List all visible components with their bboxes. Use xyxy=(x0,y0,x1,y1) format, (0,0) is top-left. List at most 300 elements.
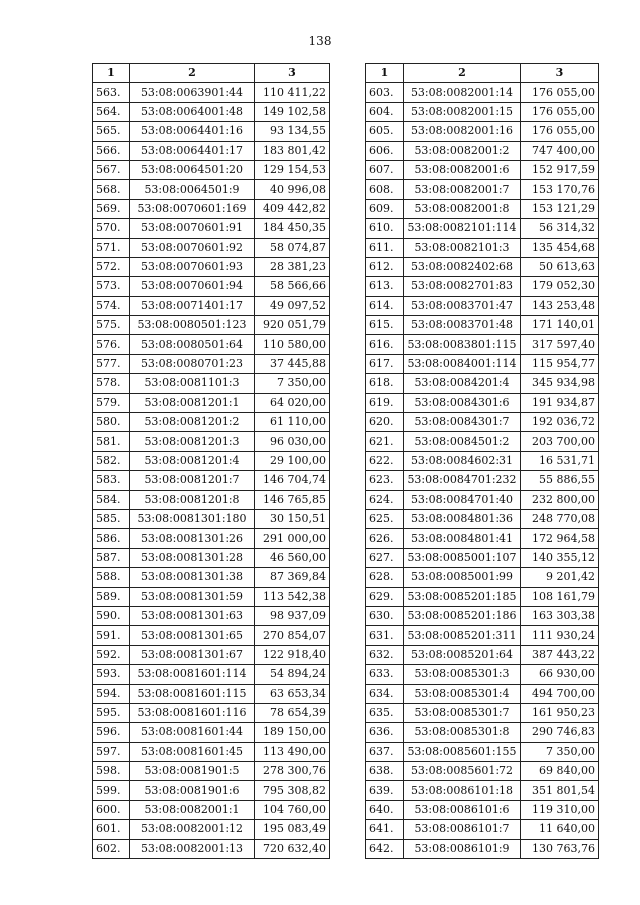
cadastral-number: 53:08:0083701:48 xyxy=(404,316,521,335)
table-row xyxy=(366,548,599,567)
row-number: 611. xyxy=(366,238,404,257)
row-number: 602. xyxy=(93,839,130,858)
cadastral-value: 122 918,40 xyxy=(255,645,330,664)
cadastral-number: 53:08:0064401:16 xyxy=(130,122,255,141)
row-number: 635. xyxy=(366,703,404,722)
table-row xyxy=(366,393,599,412)
cadastral-number: 53:08:0082001:15 xyxy=(404,102,521,121)
table-row xyxy=(366,219,599,238)
cadastral-value: 119 310,00 xyxy=(521,800,599,819)
cadastral-value: 93 134,55 xyxy=(255,122,330,141)
cadastral-value: 203 700,00 xyxy=(521,432,599,451)
table-row xyxy=(366,529,599,548)
row-number: 623. xyxy=(366,471,404,490)
table-row xyxy=(93,160,330,179)
cadastral-value: 184 450,35 xyxy=(255,219,330,238)
cadastral-value: 87 369,84 xyxy=(255,568,330,587)
cadastral-value: 66 930,00 xyxy=(521,665,599,684)
table-row xyxy=(366,587,599,606)
row-number: 595. xyxy=(93,703,130,722)
cadastral-table-right xyxy=(365,63,599,859)
cadastral-value: 795 308,82 xyxy=(255,781,330,800)
table-row xyxy=(366,820,599,839)
table-row xyxy=(366,800,599,819)
cadastral-value: 747 400,00 xyxy=(521,141,599,160)
table-row xyxy=(93,102,330,121)
table-row xyxy=(366,238,599,257)
cadastral-number: 53:08:0081601:44 xyxy=(130,723,255,742)
table-row xyxy=(366,451,599,470)
row-number: 612. xyxy=(366,257,404,276)
row-number: 614. xyxy=(366,296,404,315)
row-number: 599. xyxy=(93,781,130,800)
row-number: 613. xyxy=(366,277,404,296)
cadastral-number: 53:08:0064501:20 xyxy=(130,160,255,179)
cadastral-value: 110 580,00 xyxy=(255,335,330,354)
cadastral-number: 53:08:0084801:36 xyxy=(404,509,521,528)
cadastral-table-left xyxy=(92,63,330,859)
cadastral-value: 146 765,85 xyxy=(255,490,330,509)
table-row xyxy=(93,529,330,548)
cadastral-number: 53:08:0064401:17 xyxy=(130,141,255,160)
cadastral-number: 53:08:0071401:17 xyxy=(130,296,255,315)
cadastral-value: 720 632,40 xyxy=(255,839,330,858)
table-row xyxy=(93,684,330,703)
cadastral-value: 172 964,58 xyxy=(521,529,599,548)
cadastral-number: 53:08:0084001:114 xyxy=(404,354,521,373)
table-row xyxy=(93,471,330,490)
cadastral-value: 345 934,98 xyxy=(521,374,599,393)
cadastral-value: 9 201,42 xyxy=(521,568,599,587)
table-row xyxy=(93,451,330,470)
cadastral-value: 161 950,23 xyxy=(521,703,599,722)
cadastral-value: 16 531,71 xyxy=(521,451,599,470)
row-number: 587. xyxy=(93,548,130,567)
cadastral-value: 192 036,72 xyxy=(521,413,599,432)
row-number: 564. xyxy=(93,102,130,121)
cadastral-number: 53:08:0084801:41 xyxy=(404,529,521,548)
table-row xyxy=(366,354,599,373)
cadastral-value: 29 100,00 xyxy=(255,451,330,470)
cadastral-value: 58 566,66 xyxy=(255,277,330,296)
table-row xyxy=(366,703,599,722)
cadastral-number: 53:08:0081601:45 xyxy=(130,742,255,761)
cadastral-value: 149 102,58 xyxy=(255,102,330,121)
cadastral-value: 153 170,76 xyxy=(521,180,599,199)
cadastral-value: 291 000,00 xyxy=(255,529,330,548)
cadastral-value: 115 954,77 xyxy=(521,354,599,373)
cadastral-value: 111 930,24 xyxy=(521,626,599,645)
table-row xyxy=(366,606,599,625)
cadastral-number: 53:08:0081601:114 xyxy=(130,665,255,684)
cadastral-number: 53:08:0083701:47 xyxy=(404,296,521,315)
table-header-row xyxy=(93,64,330,83)
row-number: 597. xyxy=(93,742,130,761)
page-number: 138 xyxy=(308,34,332,48)
cadastral-number: 53:08:0081301:59 xyxy=(130,587,255,606)
cadastral-number: 53:08:0082701:83 xyxy=(404,277,521,296)
table-row xyxy=(366,102,599,121)
table-row xyxy=(366,665,599,684)
cadastral-value: 108 161,79 xyxy=(521,587,599,606)
cadastral-value: 270 854,07 xyxy=(255,626,330,645)
cadastral-value: 176 055,00 xyxy=(521,122,599,141)
cadastral-value: 30 150,51 xyxy=(255,509,330,528)
column-header-cadastral: 2 xyxy=(130,64,255,83)
row-number: 573. xyxy=(93,277,130,296)
cadastral-number: 53:08:0082001:8 xyxy=(404,199,521,218)
row-number: 565. xyxy=(93,122,130,141)
row-number: 576. xyxy=(93,335,130,354)
cadastral-number: 53:08:0082101:3 xyxy=(404,238,521,257)
cadastral-value: 163 303,38 xyxy=(521,606,599,625)
cadastral-number: 53:08:0081101:3 xyxy=(130,374,255,393)
row-number: 636. xyxy=(366,723,404,742)
table-row xyxy=(93,742,330,761)
cadastral-number: 53:08:0081201:4 xyxy=(130,451,255,470)
table-row xyxy=(93,490,330,509)
table-row xyxy=(93,781,330,800)
table-row xyxy=(93,568,330,587)
cadastral-number: 53:08:0082001:7 xyxy=(404,180,521,199)
cadastral-value: 152 917,59 xyxy=(521,160,599,179)
cadastral-number: 53:08:0082001:1 xyxy=(130,800,255,819)
cadastral-number: 53:08:0070601:92 xyxy=(130,238,255,257)
cadastral-number: 53:08:0081201:1 xyxy=(130,393,255,412)
row-number: 640. xyxy=(366,800,404,819)
row-number: 594. xyxy=(93,684,130,703)
cadastral-value: 248 770,08 xyxy=(521,509,599,528)
cadastral-value: 61 110,00 xyxy=(255,413,330,432)
row-number: 572. xyxy=(93,257,130,276)
row-number: 634. xyxy=(366,684,404,703)
table-row xyxy=(93,141,330,160)
cadastral-number: 53:08:0083801:115 xyxy=(404,335,521,354)
table-row xyxy=(93,296,330,315)
row-number: 608. xyxy=(366,180,404,199)
cadastral-number: 53:08:0081301:26 xyxy=(130,529,255,548)
row-number: 563. xyxy=(93,83,130,102)
cadastral-value: 409 442,82 xyxy=(255,199,330,218)
cadastral-value: 130 763,76 xyxy=(521,839,599,858)
cadastral-number: 53:08:0081301:28 xyxy=(130,548,255,567)
row-number: 618. xyxy=(366,374,404,393)
row-number: 582. xyxy=(93,451,130,470)
table-row xyxy=(93,839,330,858)
cadastral-value: 189 150,00 xyxy=(255,723,330,742)
cadastral-value: 317 597,40 xyxy=(521,335,599,354)
cadastral-number: 53:08:0085201:186 xyxy=(404,606,521,625)
cadastral-value: 7 350,00 xyxy=(521,742,599,761)
table-row xyxy=(93,703,330,722)
cadastral-number: 53:08:0070601:91 xyxy=(130,219,255,238)
cadastral-value: 40 996,08 xyxy=(255,180,330,199)
row-number: 574. xyxy=(93,296,130,315)
table-row xyxy=(366,723,599,742)
cadastral-value: 7 350,00 xyxy=(255,374,330,393)
cadastral-number: 53:08:0081201:3 xyxy=(130,432,255,451)
cadastral-number: 53:08:0085301:3 xyxy=(404,665,521,684)
cadastral-value: 176 055,00 xyxy=(521,102,599,121)
cadastral-value: 113 542,38 xyxy=(255,587,330,606)
cadastral-value: 232 800,00 xyxy=(521,490,599,509)
cadastral-number: 53:08:0085001:99 xyxy=(404,568,521,587)
cadastral-value: 135 454,68 xyxy=(521,238,599,257)
cadastral-value: 176 055,00 xyxy=(521,83,599,102)
cadastral-number: 53:08:0081201:8 xyxy=(130,490,255,509)
cadastral-value: 494 700,00 xyxy=(521,684,599,703)
row-number: 610. xyxy=(366,219,404,238)
row-number: 616. xyxy=(366,335,404,354)
table-row xyxy=(366,122,599,141)
table-row xyxy=(366,316,599,335)
cadastral-value: 171 140,01 xyxy=(521,316,599,335)
table-row xyxy=(93,432,330,451)
cadastral-value: 46 560,00 xyxy=(255,548,330,567)
cadastral-value: 179 052,30 xyxy=(521,277,599,296)
row-number: 604. xyxy=(366,102,404,121)
cadastral-value: 78 654,39 xyxy=(255,703,330,722)
table-row xyxy=(93,665,330,684)
cadastral-number: 53:08:0082001:6 xyxy=(404,160,521,179)
cadastral-value: 191 934,87 xyxy=(521,393,599,412)
cadastral-value: 58 074,87 xyxy=(255,238,330,257)
row-number: 625. xyxy=(366,509,404,528)
cadastral-number: 53:08:0080501:123 xyxy=(130,316,255,335)
table-row xyxy=(93,800,330,819)
cadastral-value: 69 840,00 xyxy=(521,762,599,781)
row-number: 617. xyxy=(366,354,404,373)
row-number: 581. xyxy=(93,432,130,451)
cadastral-value: 113 490,00 xyxy=(255,742,330,761)
row-number: 567. xyxy=(93,160,130,179)
table-row xyxy=(366,645,599,664)
table-row xyxy=(366,257,599,276)
table-row xyxy=(93,820,330,839)
cadastral-value: 153 121,29 xyxy=(521,199,599,218)
cadastral-value: 63 653,34 xyxy=(255,684,330,703)
table-row xyxy=(366,742,599,761)
cadastral-number: 53:08:0081301:65 xyxy=(130,626,255,645)
cadastral-value: 110 411,22 xyxy=(255,83,330,102)
cadastral-value: 146 704,74 xyxy=(255,471,330,490)
cadastral-value: 129 154,53 xyxy=(255,160,330,179)
table-row xyxy=(93,199,330,218)
cadastral-number: 53:08:0085601:155 xyxy=(404,742,521,761)
row-number: 578. xyxy=(93,374,130,393)
table-row xyxy=(93,257,330,276)
cadastral-number: 53:08:0085301:8 xyxy=(404,723,521,742)
row-number: 583. xyxy=(93,471,130,490)
cadastral-number: 53:08:0082001:13 xyxy=(130,839,255,858)
cadastral-number: 53:08:0081301:38 xyxy=(130,568,255,587)
cadastral-value: 49 097,52 xyxy=(255,296,330,315)
table-row xyxy=(93,335,330,354)
cadastral-value: 104 760,00 xyxy=(255,800,330,819)
cadastral-number: 53:08:0081301:67 xyxy=(130,645,255,664)
table-row xyxy=(93,723,330,742)
cadastral-number: 53:08:0084501:2 xyxy=(404,432,521,451)
table-row xyxy=(93,277,330,296)
cadastral-number: 53:08:0070601:94 xyxy=(130,277,255,296)
cadastral-number: 53:08:0081601:116 xyxy=(130,703,255,722)
table-row xyxy=(93,606,330,625)
table-row xyxy=(366,626,599,645)
table-row xyxy=(366,684,599,703)
row-number: 591. xyxy=(93,626,130,645)
cadastral-value: 278 300,76 xyxy=(255,762,330,781)
table-row xyxy=(366,839,599,858)
row-number: 579. xyxy=(93,393,130,412)
table-row xyxy=(93,238,330,257)
table-row xyxy=(93,122,330,141)
row-number: 626. xyxy=(366,529,404,548)
cadastral-value: 183 801,42 xyxy=(255,141,330,160)
cadastral-number: 53:08:0082402:68 xyxy=(404,257,521,276)
row-number: 569. xyxy=(93,199,130,218)
row-number: 606. xyxy=(366,141,404,160)
row-number: 622. xyxy=(366,451,404,470)
row-number: 571. xyxy=(93,238,130,257)
cadastral-number: 53:08:0081301:63 xyxy=(130,606,255,625)
column-header-value: 3 xyxy=(521,64,599,83)
cadastral-number: 53:08:0064001:48 xyxy=(130,102,255,121)
cadastral-number: 53:08:0084701:232 xyxy=(404,471,521,490)
row-number: 588. xyxy=(93,568,130,587)
row-number: 637. xyxy=(366,742,404,761)
row-number: 592. xyxy=(93,645,130,664)
row-number: 639. xyxy=(366,781,404,800)
cadastral-number: 53:08:0081901:6 xyxy=(130,781,255,800)
cadastral-value: 195 083,49 xyxy=(255,820,330,839)
row-number: 584. xyxy=(93,490,130,509)
table-row xyxy=(366,490,599,509)
table-row xyxy=(366,141,599,160)
cadastral-number: 53:08:0082001:2 xyxy=(404,141,521,160)
cadastral-number: 53:08:0085301:4 xyxy=(404,684,521,703)
table-row xyxy=(93,587,330,606)
row-number: 568. xyxy=(93,180,130,199)
table-row xyxy=(366,432,599,451)
cadastral-number: 53:08:0086101:6 xyxy=(404,800,521,819)
row-number: 566. xyxy=(93,141,130,160)
table-row xyxy=(93,645,330,664)
column-header-cadastral: 2 xyxy=(404,64,521,83)
row-number: 641. xyxy=(366,820,404,839)
cadastral-number: 53:08:0084201:4 xyxy=(404,374,521,393)
cadastral-value: 55 886,55 xyxy=(521,471,599,490)
cadastral-number: 53:08:0081301:180 xyxy=(130,509,255,528)
cadastral-number: 53:08:0085201:311 xyxy=(404,626,521,645)
row-number: 600. xyxy=(93,800,130,819)
row-number: 620. xyxy=(366,413,404,432)
table-row xyxy=(366,335,599,354)
table-row xyxy=(93,393,330,412)
row-number: 627. xyxy=(366,548,404,567)
cadastral-number: 53:08:0063901:44 xyxy=(130,83,255,102)
cadastral-value: 50 613,63 xyxy=(521,257,599,276)
cadastral-number: 53:08:0085201:185 xyxy=(404,587,521,606)
row-number: 596. xyxy=(93,723,130,742)
table-row xyxy=(366,277,599,296)
row-number: 585. xyxy=(93,509,130,528)
row-number: 633. xyxy=(366,665,404,684)
cadastral-number: 53:08:0086101:7 xyxy=(404,820,521,839)
cadastral-number: 53:08:0085301:7 xyxy=(404,703,521,722)
cadastral-number: 53:08:0080701:23 xyxy=(130,354,255,373)
row-number: 598. xyxy=(93,762,130,781)
table-row xyxy=(93,83,330,102)
cadastral-value: 140 355,12 xyxy=(521,548,599,567)
table-row xyxy=(366,568,599,587)
row-number: 607. xyxy=(366,160,404,179)
cadastral-value: 28 381,23 xyxy=(255,257,330,276)
cadastral-number: 53:08:0081201:7 xyxy=(130,471,255,490)
row-number: 619. xyxy=(366,393,404,412)
table-row xyxy=(366,781,599,800)
row-number: 580. xyxy=(93,413,130,432)
table-row xyxy=(366,180,599,199)
row-number: 590. xyxy=(93,606,130,625)
table-row xyxy=(366,83,599,102)
row-number: 628. xyxy=(366,568,404,587)
cadastral-number: 53:08:0082001:14 xyxy=(404,83,521,102)
table-header-row xyxy=(366,64,599,83)
table-row xyxy=(366,160,599,179)
row-number: 632. xyxy=(366,645,404,664)
table-row xyxy=(93,548,330,567)
cadastral-number: 53:08:0081901:5 xyxy=(130,762,255,781)
cadastral-value: 98 937,09 xyxy=(255,606,330,625)
row-number: 586. xyxy=(93,529,130,548)
row-number: 630. xyxy=(366,606,404,625)
row-number: 638. xyxy=(366,762,404,781)
cadastral-number: 53:08:0085001:107 xyxy=(404,548,521,567)
row-number: 603. xyxy=(366,83,404,102)
row-number: 577. xyxy=(93,354,130,373)
column-header-number: 1 xyxy=(93,64,130,83)
cadastral-number: 53:08:0086101:9 xyxy=(404,839,521,858)
cadastral-number: 53:08:0084301:7 xyxy=(404,413,521,432)
table-row xyxy=(93,219,330,238)
table-row xyxy=(366,199,599,218)
row-number: 609. xyxy=(366,199,404,218)
cadastral-number: 53:08:0084602:31 xyxy=(404,451,521,470)
cadastral-number: 53:08:0082101:114 xyxy=(404,219,521,238)
table-row xyxy=(93,354,330,373)
cadastral-number: 53:08:0084301:6 xyxy=(404,393,521,412)
cadastral-value: 96 030,00 xyxy=(255,432,330,451)
cadastral-value: 351 801,54 xyxy=(521,781,599,800)
cadastral-number: 53:08:0082001:16 xyxy=(404,122,521,141)
row-number: 631. xyxy=(366,626,404,645)
cadastral-value: 56 314,32 xyxy=(521,219,599,238)
cadastral-value: 54 894,24 xyxy=(255,665,330,684)
cadastral-number: 53:08:0070601:169 xyxy=(130,199,255,218)
table-row xyxy=(93,626,330,645)
row-number: 575. xyxy=(93,316,130,335)
cadastral-number: 53:08:0081201:2 xyxy=(130,413,255,432)
table-row xyxy=(366,471,599,490)
cadastral-number: 53:08:0085201:64 xyxy=(404,645,521,664)
cadastral-value: 920 051,79 xyxy=(255,316,330,335)
table-row xyxy=(366,374,599,393)
table-row xyxy=(366,762,599,781)
cadastral-number: 53:08:0082001:12 xyxy=(130,820,255,839)
row-number: 615. xyxy=(366,316,404,335)
cadastral-value: 143 253,48 xyxy=(521,296,599,315)
table-row xyxy=(366,413,599,432)
